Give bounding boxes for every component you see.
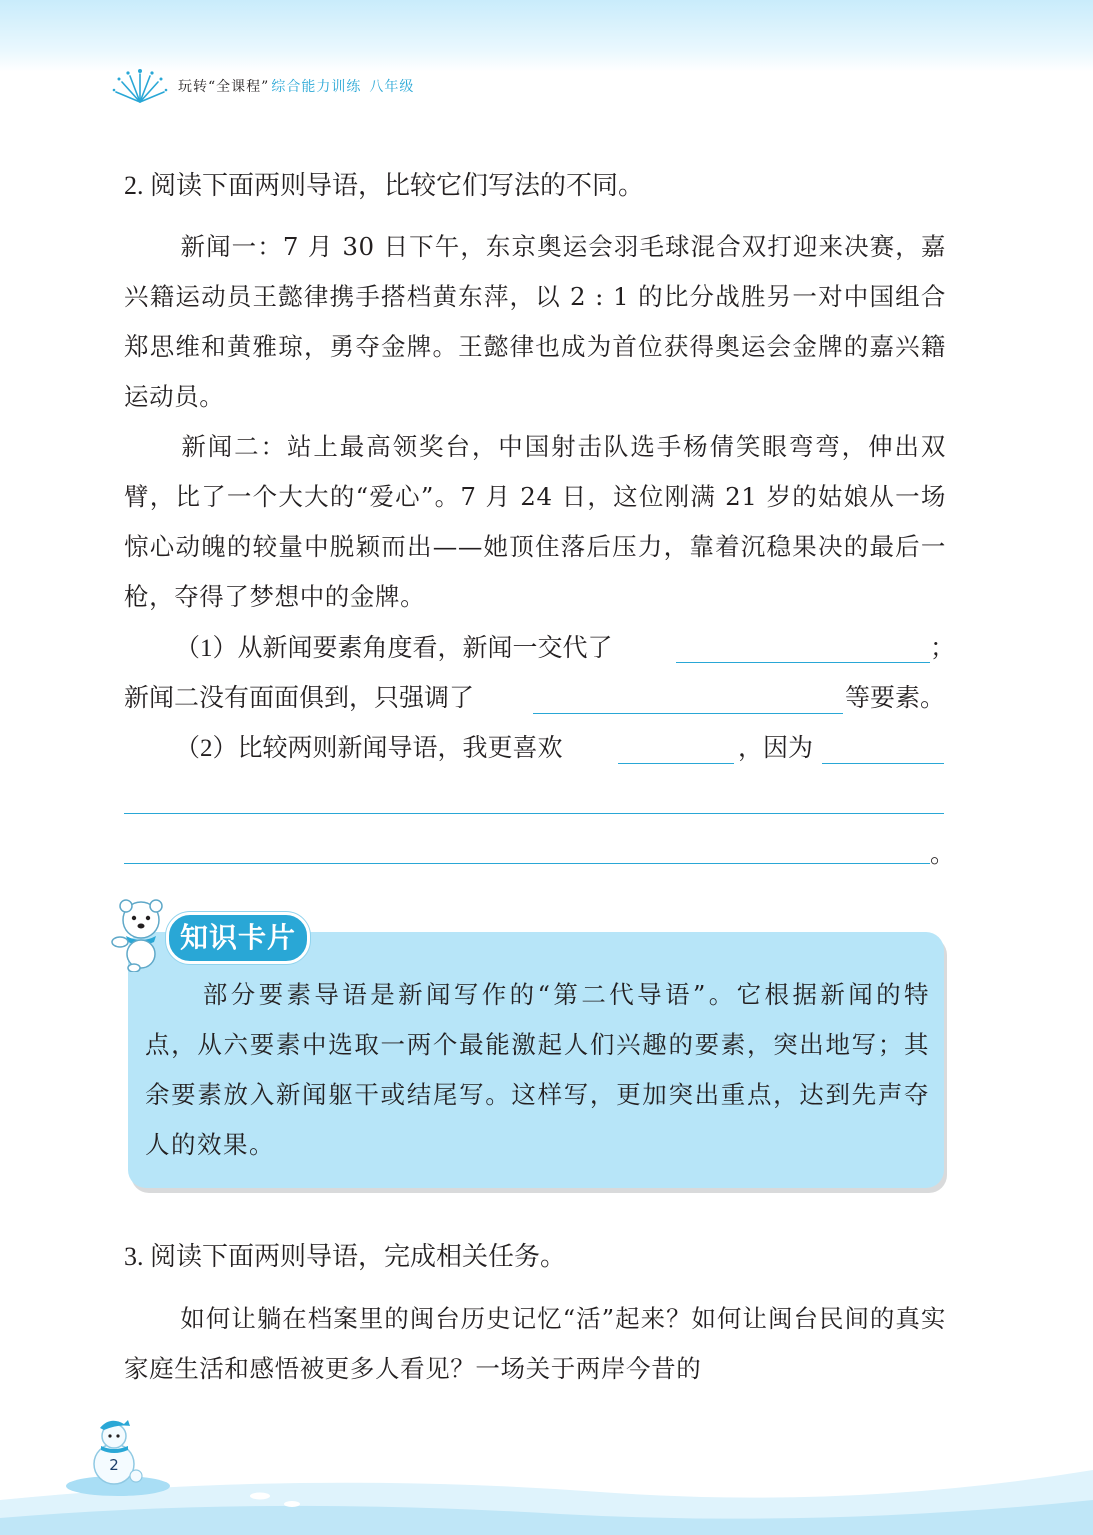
answer-blank-4[interactable] xyxy=(822,763,944,764)
answer-blank-2[interactable] xyxy=(533,713,843,714)
news-2-text: 新闻二：站上最高领奖台，中国射击队选手杨倩笑眼弯弯，伸出双臂，比了一个大大的“爱心”。7 月 24 日，这位刚满 21 岁的姑娘从一场惊心动魄的较量中脱颖而出——她顶住落后压力，靠着沉稳果决的最后一枪，夺得了梦想中的金牌。 xyxy=(124,432,946,611)
snowman-icon xyxy=(88,1418,146,1488)
question-3-text: 如何让躺在档案里的闽台历史记忆“活”起来？如何让闽台民间的真实家庭生活和感悟被更多人看见？一场关于两岸今昔的 xyxy=(124,1304,946,1383)
news-1-text: 新闻一：7 月 30 日下午，东京奥运会羽毛球混合双打迎来决赛，嘉兴籍运动员王懿律携手搭档黄东萍，以 2 : 1 的比分战胜另一对中国组合郑思维和黄雅琼，勇夺金牌。王懿律也成为首位获得奥运会金牌的嘉兴籍运动员。 xyxy=(124,232,946,411)
header-subject: 综合能力训练 xyxy=(271,79,362,95)
news-1-paragraph xyxy=(124,222,946,422)
knowledge-card-body: 部分要素导语是新闻写作的“第二代导语”。它根据新闻的特点，从六要素中选取一两个最能激起人们兴趣的要素，突出地写；其余要素放入新闻躯干或结尾写。这样写，更加突出重点，达到先声夺人的效果。 xyxy=(145,980,930,1159)
page-number: 2 xyxy=(109,1456,119,1474)
knowledge-card-badge: 知识卡片 xyxy=(166,912,310,964)
question-3-paragraph xyxy=(124,1294,946,1394)
sub-question-1-prompt: （1）从新闻要素角度看，新闻一交代了 xyxy=(175,635,613,662)
sub-question-1-line-2: 新闻二没有面面俱到，只强调了 xyxy=(124,685,475,712)
answer-line-6[interactable] xyxy=(124,863,930,864)
question-2-title: 2. 阅读下面两则导语，比较它们写法的不同。 xyxy=(124,171,645,200)
header-series: 玩转“全课程” xyxy=(178,79,270,95)
knowledge-card-text xyxy=(145,970,930,1170)
question-3-title: 3. 阅读下面两则导语，完成相关任务。 xyxy=(124,1242,567,1271)
header-grade: 八年级 xyxy=(369,79,415,95)
ending-period: 。 xyxy=(930,841,956,868)
bottom-snow-decoration xyxy=(0,1430,1093,1535)
page-header xyxy=(112,66,414,106)
sub-question-2-because: ，因为 xyxy=(738,735,814,762)
sub-question-2-prompt: （2）比较两则新闻导语，我更喜欢 xyxy=(175,735,563,762)
firework-icon xyxy=(112,66,168,106)
sub-question-1-ending: 等要素。 xyxy=(845,685,946,712)
answer-line-5[interactable] xyxy=(124,813,944,814)
polar-bear-mascot-icon xyxy=(108,898,174,972)
answer-blank-3[interactable] xyxy=(618,763,734,764)
semicolon: ； xyxy=(930,635,956,662)
news-2-paragraph xyxy=(124,422,946,622)
top-decoration-band xyxy=(0,0,1093,72)
header-title xyxy=(178,76,414,96)
answer-blank-1[interactable] xyxy=(676,662,930,663)
